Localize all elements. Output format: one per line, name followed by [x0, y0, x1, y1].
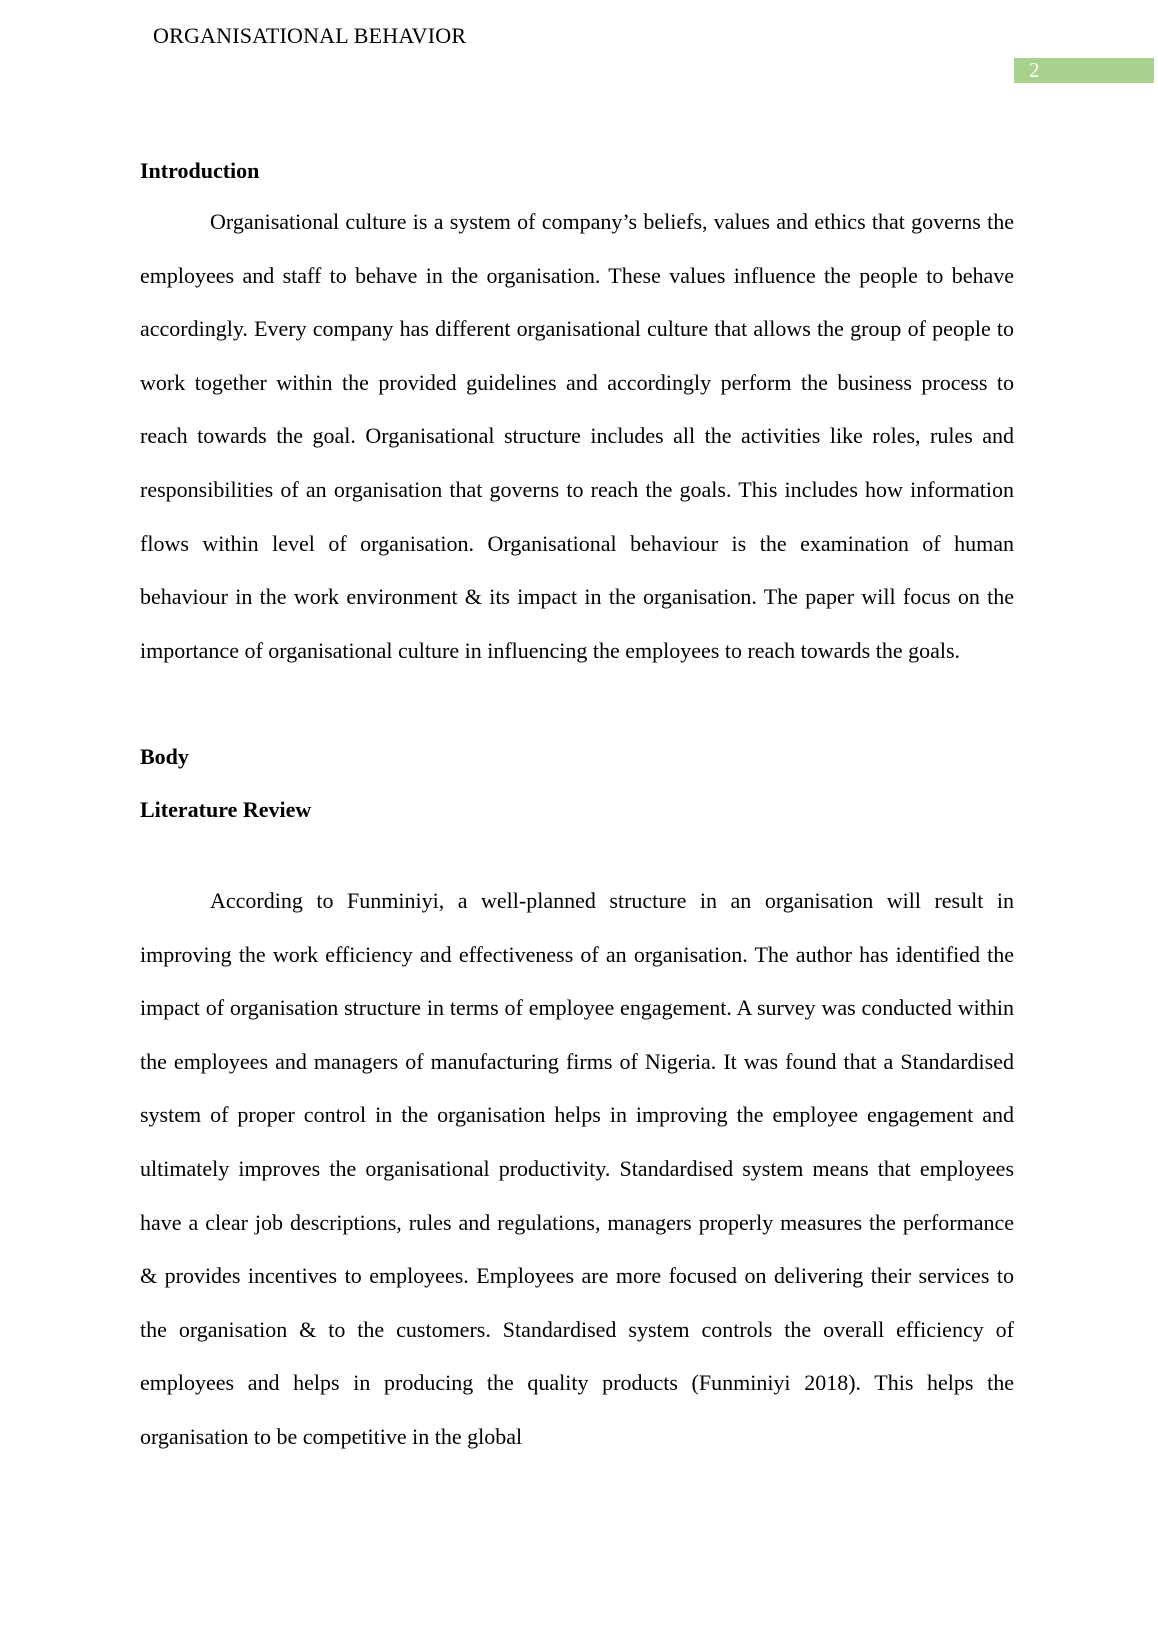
literature-review-heading: Literature Review: [140, 797, 312, 822]
page-number-badge: [1014, 58, 1154, 83]
running-head-title: ORGANISATIONAL BEHAVIOR: [153, 23, 467, 48]
literature-review-paragraph: According to Funminiyi, a well-planned structure in an organisation will result in improving the work efficiency and effectiveness of an organisation. The author has identified the impact of organisation structure in terms of employee engagement. A survey was conducted within the employees and managers of manufacturing firms of Nigeria. It was found that a Standardised system of proper control in the organisation helps in improving the employee engagement and ultimately improves the organisational productivity. Standardised system means that employees have a clear job descriptions, rules and regulations, managers properly measures the performance & provides incentives to employees. Employees are more focused on delivering their services to the organisation & to the customers. Standardised system controls the overall efficiency of employees and helps in producing the quality products (Funminiyi 2018). This helps the organisation to be competitive in the global: [140, 888, 1014, 1449]
body-heading: Body: [140, 744, 189, 769]
introduction-heading: Introduction: [140, 158, 260, 183]
introduction-paragraph: Organisational culture is a system of company’s beliefs, values and ethics that governs the employees and staff to behave in the organisation. These values influence the people to behave accordingly. Every company has different organisational culture that allows the group of people to work together within the provided guidelines and accordingly perform the business process to reach towards the goal. Organisational structure includes all the activities like roles, rules and responsibilities of an organisation that governs to reach the goals. This includes how information flows within level of organisation. Organisational behaviour is the examination of human behaviour in the work environment & its impact in the organisation. The paper will focus on the importance of organisational culture in influencing the employees to reach towards the goals.: [140, 209, 1014, 663]
page-number: 2: [1029, 58, 1040, 82]
